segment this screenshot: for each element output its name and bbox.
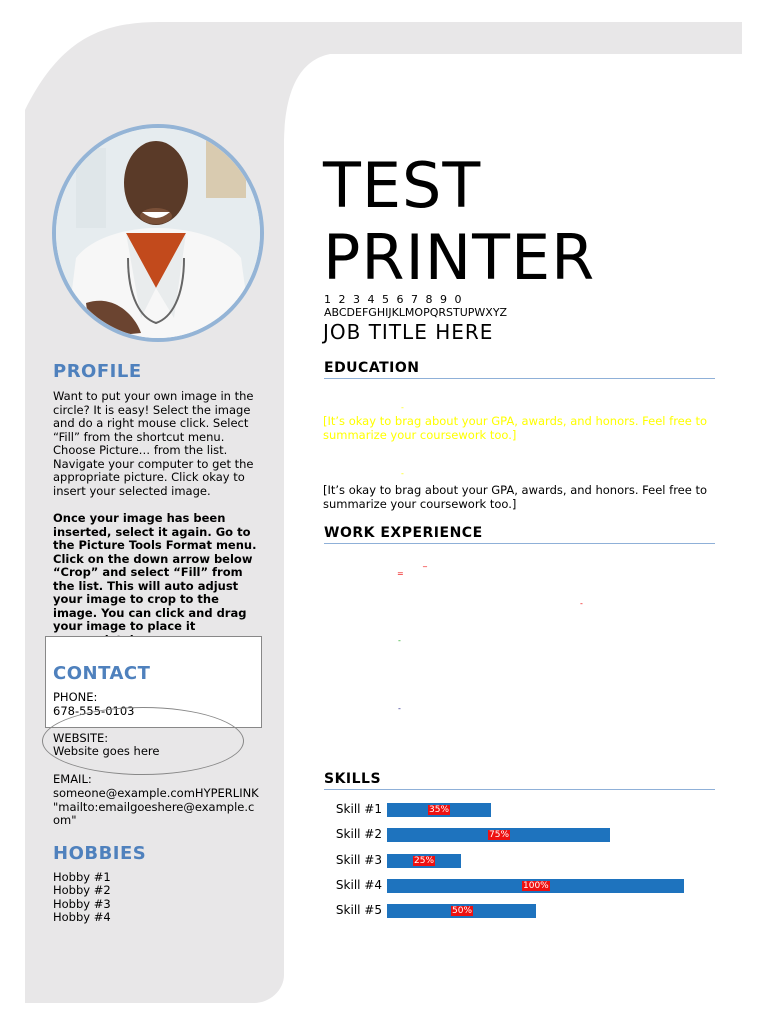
name-heading — [323, 150, 595, 294]
job-title: JOB TITLE HERE — [323, 320, 494, 344]
placeholder-mark: - — [580, 599, 583, 608]
placeholder-mark: - — [398, 636, 401, 645]
website-label: WEBSITE: — [53, 731, 109, 745]
email-label: EMAIL: — [53, 772, 92, 786]
hobby-item: Hobby #3 — [53, 897, 111, 911]
hobby-item: Hobby #2 — [53, 883, 111, 897]
skill-percent-label: 25% — [414, 855, 435, 866]
skills-heading: SKILLS — [324, 771, 382, 787]
skill-percent-label: 100% — [523, 880, 549, 891]
skill-percent-label: 50% — [452, 906, 473, 917]
education-divider — [324, 378, 715, 379]
skill-bar — [387, 803, 491, 817]
phone-label: PHONE: — [53, 690, 98, 704]
hobby-item: Hobby #4 — [53, 910, 111, 924]
digits-line: 1 2 3 4 5 6 7 8 9 0 — [324, 293, 464, 306]
skill-label: Skill #5 — [335, 903, 382, 918]
skill-label: Skill #3 — [335, 852, 382, 867]
website-value: Website goes here — [53, 744, 160, 758]
profile-text: Want to put your own image in the circle? It is easy! Select the image and do a right mouse click. Select “Fill” from the shortcut menu. Choose Picture… from the list. Navigate your computer to get the appropriate picture. Click okay to insert your selected image. — [53, 389, 254, 498]
skill-label: Skill #2 — [335, 827, 382, 842]
contact-heading: CONTACT — [53, 663, 151, 684]
skill-percent-label: 35% — [429, 805, 450, 815]
alphabet-line: ABCDEFGHIJKLMOPQRSTUPWXYZ — [324, 306, 508, 319]
placeholder-mark: = — [397, 569, 404, 578]
hobbies-heading: HOBBIES — [53, 843, 147, 864]
skill-label: Skill #4 — [335, 877, 382, 892]
name-line-1: TEST — [323, 149, 482, 222]
placeholder-mark: - — [401, 469, 404, 478]
placeholder-mark: - — [398, 704, 401, 713]
skills-divider — [324, 789, 715, 790]
skill-label: Skill #1 — [335, 802, 382, 816]
education-entry: [It’s okay to brag about your GPA, awards, and honors. Feel free to summarize your coursework too.] — [323, 483, 708, 511]
work-heading: WORK EXPERIENCE — [324, 525, 483, 541]
placeholder-mark: _ — [423, 558, 427, 567]
placeholder-mark: - — [401, 403, 404, 412]
skill-percent-label: 75% — [489, 830, 510, 841]
hobby-item: Hobby #1 — [53, 870, 111, 884]
education-entry-highlight: [It’s okay to brag about your GPA, awards, and honors. Feel free to summarize your coursework too.] — [323, 414, 708, 442]
skill-bar — [387, 854, 461, 868]
skill-bar — [387, 828, 610, 842]
work-divider — [324, 543, 715, 544]
education-heading: EDUCATION — [324, 360, 420, 376]
skill-bar — [387, 879, 684, 893]
email-value[interactable]: someone@example.comHYPERLINK "mailto:emailgoeshere@example.com" — [53, 786, 259, 827]
name-line-2: PRINTER — [323, 221, 596, 294]
phone-value: 678-555-0103 — [53, 704, 135, 718]
profile-photo[interactable] — [52, 124, 264, 342]
profile-heading: PROFILE — [53, 361, 142, 382]
skill-bar — [387, 904, 536, 918]
profile-instructions: Once your image has been inserted, select it again. Go to the Picture Tools Format menu. Click on the down arrow below “Crop” and select “Fill” from the list. This will auto adjust your image to crop to the image. You can click and drag your image to place it — [53, 511, 257, 633]
